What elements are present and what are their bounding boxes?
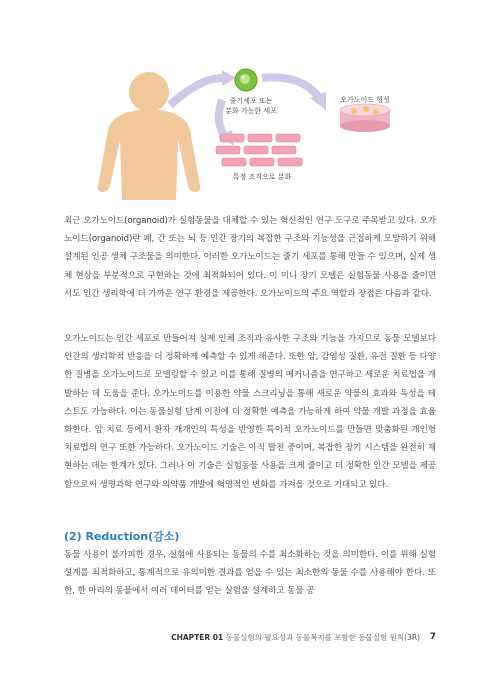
paragraph-organoid-intro: 최근 오가노이드(organoid)가 실험동물을 대체할 수 있는 혁신적인 연구 도구로 주목받고 있다. 오가노이드(organoid)란 폐, 간 또는 뇌 등 인간 장기의 복잡한 구조와 기능성을 근접하게 모방하기 위해 설계된 인공 생체 구조물을 의미한다. 이러한 오가노이드는 줄기 세포를 통해 만들 수 있으며, 실제 생체 현상을 부분적으로 구현하는 것에 최적화되어 있다. 이 미니 장기 모델은 실험동물 사용을 줄이면서도 인간 생리학에 더 가까운 연구 환경을 제공한다. 오가노이드의 주요 역할과 장점은 다음과 같다. bbox=[64, 216, 436, 299]
stem-cell-label bbox=[216, 96, 286, 116]
section-heading-reduction: (2) Reduction(감소) bbox=[64, 530, 180, 543]
stem-cell-label-line2: 분화 가능한 세포 bbox=[225, 107, 277, 115]
paragraph-reduction: 동물 사용이 불가피한 경우, 실험에 사용되는 동물의 수를 최소화하는 것을 의미한다. 이를 위해 실험 설계를 최적화하고, 통계적으로 유의미한 결과를 얻을 수 있는 최소한의 동물 수를 사용해야 한다. 또한, 한 마리의 동물에서 여러 데이터를 얻는 실험을 설계하고 동물 공 bbox=[64, 550, 436, 597]
organoid-figure bbox=[0, 0, 500, 200]
tissue-dishes-icon bbox=[216, 134, 302, 166]
footer-title: 동물실험의 필요성과 동물복지를 포함한 동물실험 원칙(3R) bbox=[225, 633, 420, 642]
page-footer bbox=[0, 632, 500, 646]
organoid-label: 오가노이드 형성 bbox=[340, 96, 390, 104]
arrow-to-stem-cell bbox=[170, 78, 222, 105]
paragraph-organoid-benefits: 오가노이드는 인간 세포로 만들어져 실제 인체 조직과 유사한 구조와 기능을 가지므로 동물 모델보다 인간의 생리학적 반응을 더 정확하게 예측할 수 있게 해준다. 또한 암, 감염성 질환, 유전 질환 등 다양한 질병을 오가노이드로 모델링할 수 있고 이를 통해 질병의 메커니즘을 연구하고 새로운 치료법을 개발하는 데 도움을 준다. 오가노이드를 이용한 약물 스크리닝을 통해 새로운 약물의 효과와 독성을 테스트도 가능하다. 이는 동물실험 단계 이전에 더 정확한 예측을 가능하게 하여 약물 개발 과정을 효율화한다. 암 치료 등에서 환자 개개인의 특성을 반영한 특이적 오가노이드를 만들면 맞춤화된 개인형 치료법의 연구 또한 가능하다. 오가노이드 기술은 아직 발전 중이며, 복잡한 장기 시스템을 완전히 재현하는 데는 한계가 있다. 그러나 이 기술은 실험동물 사용을 크게 줄이고 더 정확한 인간 모델을 제공함으로써 생명과학 연구와 의약품 개발에 혁명적인 변화를 가져올 것으로 기대되고 있다. bbox=[64, 334, 436, 490]
footer-running-title bbox=[171, 632, 420, 643]
tissue-label: 특정 조직으로 분화 bbox=[232, 173, 292, 181]
page-number: 7 bbox=[429, 632, 436, 642]
arrow-to-organoid bbox=[262, 77, 318, 96]
footer-chapter: CHAPTER 01 bbox=[171, 633, 224, 642]
stem-cell-icon bbox=[235, 69, 257, 91]
petri-dish-icon bbox=[340, 104, 390, 132]
stem-cell-label-line1: 줄기세포 또는 bbox=[229, 97, 273, 105]
